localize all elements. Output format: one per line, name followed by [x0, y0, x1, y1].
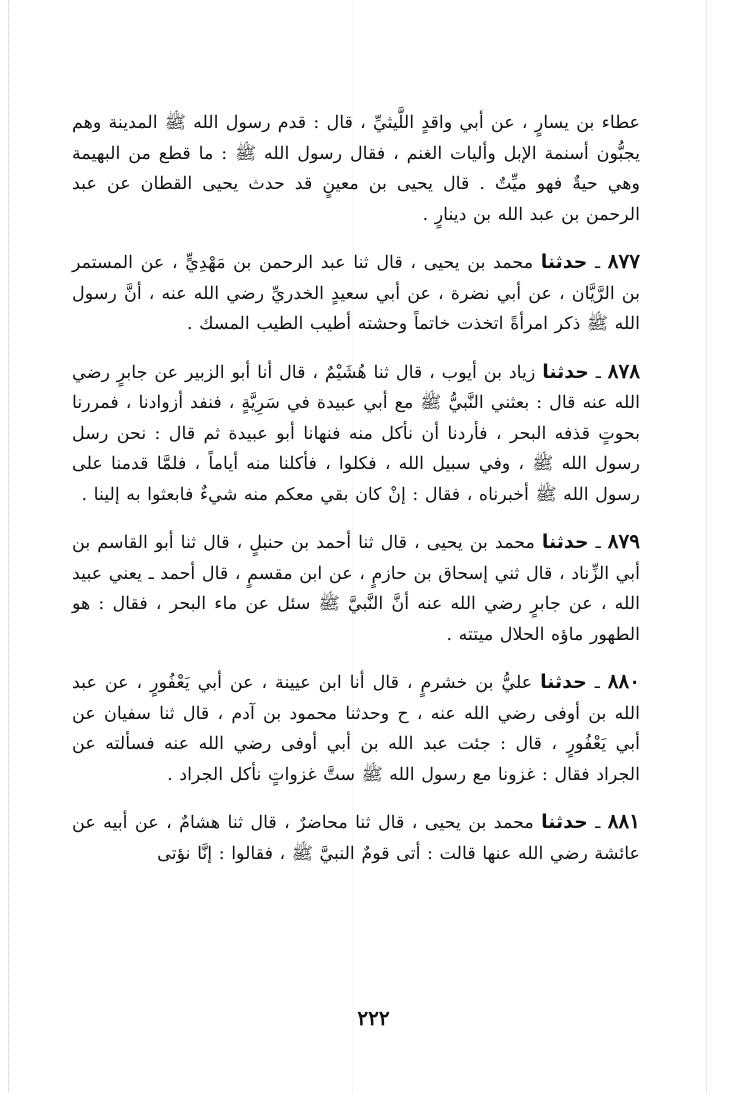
hadith-keyword: حدثنا	[540, 671, 587, 693]
hadith-keyword: حدثنا	[542, 360, 589, 383]
hadith-text: عليُّ بن خشرمٍ ، قال أنا ابن عيينة ، عن أبي يَعْفُورٍ ، عن عبد الله بن أوفى رضي الله عنه ، ح وحدثنا محمود بن آدم ، قال ثنا سفيان عن أبي يَعْفُورٍ ، قال : جئت عبد الله بن أبي أوفى رضي الله عنه فسألته عن الجراد فقال : غزونا مع رسول الله ﷺ ستَّ غزواتٍ نأكل الجراد .	[72, 673, 640, 785]
hadith-text: زياد بن أيوب ، قال ثنا هُشَيْمٌ ، قال أنا أبو الزبير عن جابرٍ رضي الله عنه قال : بعثني النَّبيُّ ﷺ مع أبي عبيدة في سَرِيَّةٍ ، فنفد أزوادنا ، فمررنا بحوتٍ قذفه البحر ، فأردنا أن نأكل منه فنهانا أبو عبيدة ثم قال : نحن رسل رسول الله ﷺ ، وفي سبيل الله ، فكلوا ، فأكلنا منه أياماً ، فلمَّا قدمنا على رسول الله ﷺ أخبرناه ، فقال : إنْ كان بقي معكم منه شيءٌ فابعثوا به إلينا .	[72, 362, 640, 505]
hadith-text: محمد بن يحيى ، قال ثنا أحمد بن حنبلٍ ، قال ثنا أبو القاسم بن أبي الزِّناد ، قال ثني إسحاق بن حازمٍ ، عن ابن مقسمٍ ، قال أحمد ـ يعني عبيد الله ، عن جابرٍ رضي الله عنه أنَّ النَّبيَّ ﷺ سئل عن ماء البحر ، فقال : هو الطهور ماؤه الحلال ميتته .	[72, 533, 640, 645]
hadith-number: ٨٨٠	[607, 669, 640, 693]
hadith-separator: ـ	[588, 533, 608, 553]
hadith-keyword: حدثنا	[541, 811, 588, 833]
hadith-880	[72, 666, 640, 790]
continuation-paragraph: عطاء بن يسارٍ ، عن أبي واقدٍ اللَّيثيِّ ، قال : قدم رسول الله ﷺ المدينة وهم يجبُّون أسنمة الإبل وأليات الغنم ، فقال رسول الله ﷺ : ما قطع من البهيمة وهي حيةٌ فهو ميِّتٌ . قال يحيى بن معينٍ قد حدث يحيى القطان عن عبد الرحمن بن عبد الله بن دينارٍ .	[72, 113, 640, 225]
hadith-number: ٨٧٧	[607, 249, 640, 273]
hadith-number: ٨٨١	[607, 809, 640, 833]
hadith-877	[72, 246, 640, 340]
hadith-separator: ـ	[587, 253, 608, 273]
scan-guide-line	[8, 0, 9, 1093]
scan-guide-line	[706, 0, 707, 1093]
hadith-separator: ـ	[586, 673, 608, 693]
hadith-879	[72, 526, 640, 650]
hadith-number: ٨٧٩	[607, 529, 640, 553]
hadith-number: ٨٧٨	[607, 358, 640, 383]
hadith-text: محمد بن يحيى ، قال ثنا عبد الرحمن بن مَهْدِيٍّ ، عن المستمر بن الرَّيَّان ، عن أبي نضرة ، عن أبي سعيدٍ الخدريِّ رضي الله عنه ، أنَّ رسول الله ﷺ ذكر امرأةً اتخذت خاتماً وحشته أطيب الطيب المسك .	[72, 253, 640, 334]
hadith-keyword: حدثنا	[541, 531, 589, 553]
hadith-878	[72, 356, 640, 511]
hadith-separator: ـ	[587, 813, 608, 833]
hadith-separator: ـ	[588, 362, 608, 383]
hadith-text: محمد بن يحيى ، قال ثنا محاضرٌ ، قال ثنا هشامٌ ، عن أبيه عن عائشة رضي الله عنها قالت : أتى قومٌ النبيَّ ﷺ ، فقالوا : إنَّا نؤتى	[72, 813, 640, 864]
body-text	[72, 108, 640, 869]
hadith-keyword: حدثنا	[540, 251, 588, 273]
hadith-881	[72, 806, 640, 869]
page-number: ٢٢٢	[357, 1006, 390, 1030]
